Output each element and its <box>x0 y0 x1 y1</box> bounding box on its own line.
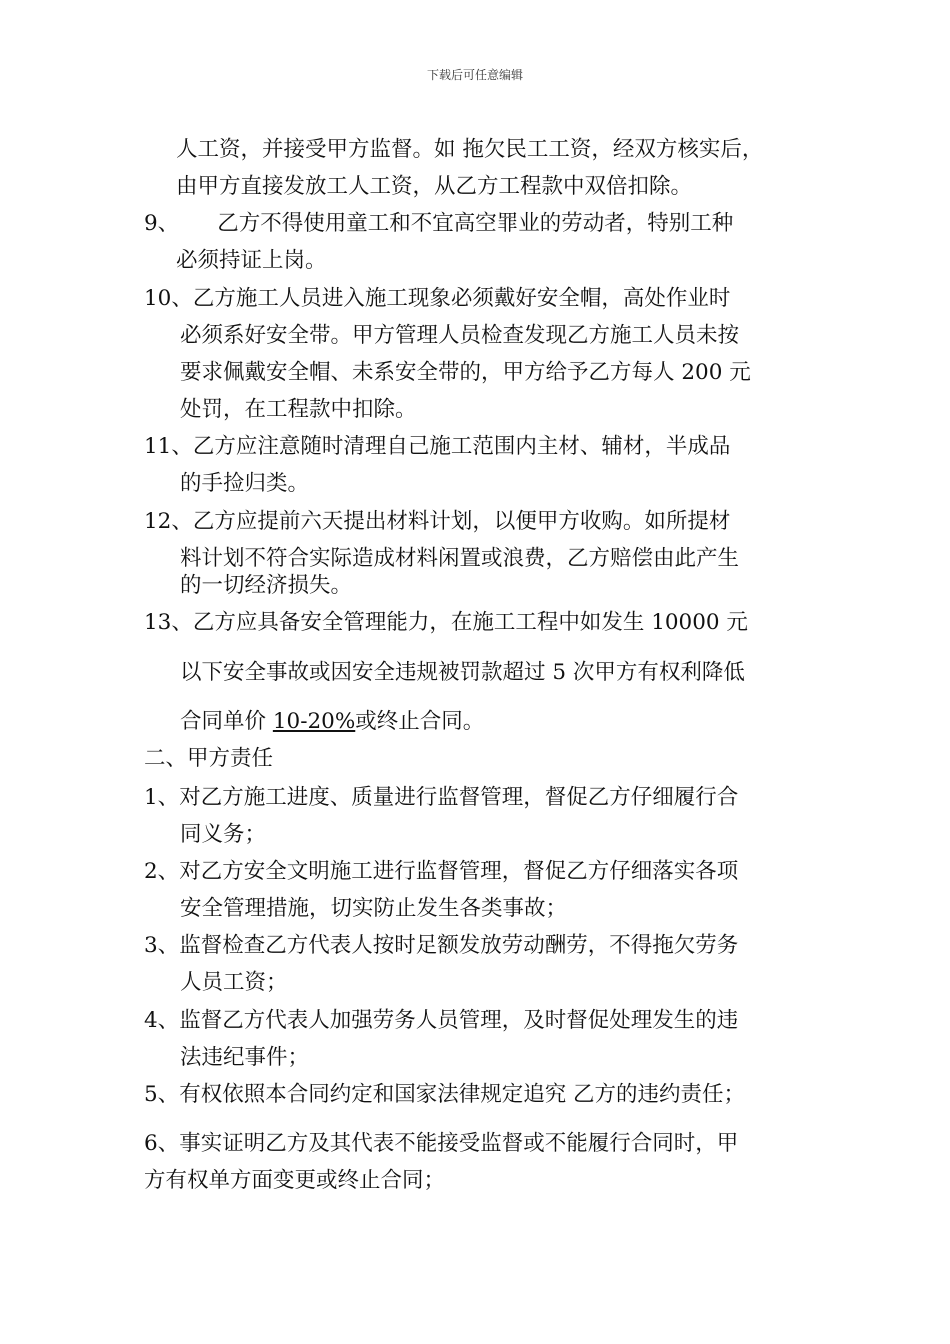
text-line <box>176 136 763 164</box>
text-line <box>144 1130 738 1158</box>
line-text: 方有权单方面变更或终止合同； <box>144 1168 446 1193</box>
text-line <box>144 858 738 886</box>
text-line <box>176 247 327 275</box>
line-text: 处罚，在工程款中扣除。 <box>180 397 417 422</box>
item-number: 11、 <box>144 434 193 459</box>
item-number: 9、 <box>144 211 180 236</box>
line-text: 乙方施工人员进入施工现象必须戴好安全帽，高处作业时 <box>192 286 731 311</box>
item-number: 二、 <box>144 746 188 771</box>
line-text: 事实证明乙方及其代表不能接受监督或不能履行合同时，甲 <box>179 1131 739 1156</box>
page-header: 下载后可任意编辑 <box>426 68 523 82</box>
text-line <box>180 895 567 923</box>
line-text: 甲方责任 <box>187 746 274 771</box>
line-text: 监督检查乙方代表人按时足额发放劳动酬劳，不得拖欠劳务 <box>179 933 739 958</box>
line-text: 乙方应注意随时清理自己施工范围内主材、辅材，半成品 <box>192 434 731 459</box>
text-line <box>180 708 484 736</box>
text-line <box>144 508 730 536</box>
text-line <box>176 173 692 201</box>
item-number: 10、 <box>144 286 193 311</box>
text-line <box>144 210 733 238</box>
item-number: 1、 <box>144 785 180 810</box>
item-number: 12、 <box>144 509 193 534</box>
item-number: 6、 <box>144 1131 180 1156</box>
text-line <box>180 470 309 498</box>
text-line <box>180 396 417 424</box>
text-line <box>144 745 273 773</box>
line-text: 合同单价 <box>180 709 273 734</box>
item-number: 5、 <box>144 1082 180 1107</box>
item-number: 4、 <box>144 1008 180 1033</box>
text-line <box>144 433 730 461</box>
text-line <box>144 285 730 313</box>
line-text: 乙方不得使用童工和不宜高空罪业的劳动者，特别工种 <box>217 211 734 236</box>
line-text: 对乙方安全文明施工进行监督管理，督促乙方仔细落实各项 <box>179 859 739 884</box>
item-number: 2、 <box>144 859 180 884</box>
text-line <box>180 821 266 849</box>
text-line <box>180 969 288 997</box>
item-number: 13、 <box>144 610 193 635</box>
line-text: 人工资，并接受甲方监督。如 拖欠民工工资，经双方核实后， <box>176 137 764 162</box>
line-text: 安全管理措施，切实防止发生各类事故； <box>180 896 568 921</box>
text-line <box>144 1167 445 1195</box>
text-line <box>144 784 738 812</box>
underlined-percentage: 10-20% <box>272 709 356 734</box>
line-text: 监督乙方代表人加强劳务人员管理，及时督促处理发生的违 <box>179 1008 739 1033</box>
line-text: 必须持证上岗。 <box>176 248 327 273</box>
text-line <box>144 1007 738 1035</box>
line-text: 法违纪事件； <box>180 1045 310 1070</box>
line-text: 的手捡归类。 <box>180 471 310 496</box>
line-text: 料计划不符合实际造成材料闲置或浪费，乙方赔偿由此产生 <box>180 546 740 571</box>
text-line <box>144 1081 745 1109</box>
line-text: 人员工资； <box>180 970 288 995</box>
line-text: 必须系好安全带。甲方管理人员检查发现乙方施工人员未按 <box>180 323 740 348</box>
text-line <box>180 1044 309 1072</box>
line-text: 或终止合同。 <box>355 709 485 734</box>
line-text: 要求佩戴安全帽、未系安全带的，甲方给予乙方每人 200 元 <box>180 360 751 385</box>
line-text: 以下安全事故或因安全违规被罚款超过 5 次甲方有权利降低 <box>180 660 745 685</box>
line-text: 对乙方施工进度、质量进行监督管理，督促乙方仔细履行合 <box>179 785 739 810</box>
text-line <box>180 359 751 387</box>
text-line <box>180 545 739 573</box>
line-text: 乙方应具备安全管理能力，在施工工程中如发生 10000 元 <box>192 610 748 635</box>
text-line <box>144 609 748 637</box>
text-line <box>180 322 739 350</box>
line-text: 乙方应提前六天提出材料计划，以便甲方收购。如所提材 <box>192 509 731 534</box>
text-line <box>144 932 738 960</box>
item-number: 3、 <box>144 933 180 958</box>
line-text: 同义务； <box>180 822 267 847</box>
text-line <box>180 659 745 687</box>
text-line <box>180 572 352 600</box>
line-text: 有权依照本合同约定和国家法律规定追究 乙方的违约责任； <box>179 1082 746 1107</box>
line-text: 的一切经济损失。 <box>180 573 353 598</box>
line-text: 由甲方直接发放工人工资，从乙方工程款中双倍扣除。 <box>176 174 693 199</box>
